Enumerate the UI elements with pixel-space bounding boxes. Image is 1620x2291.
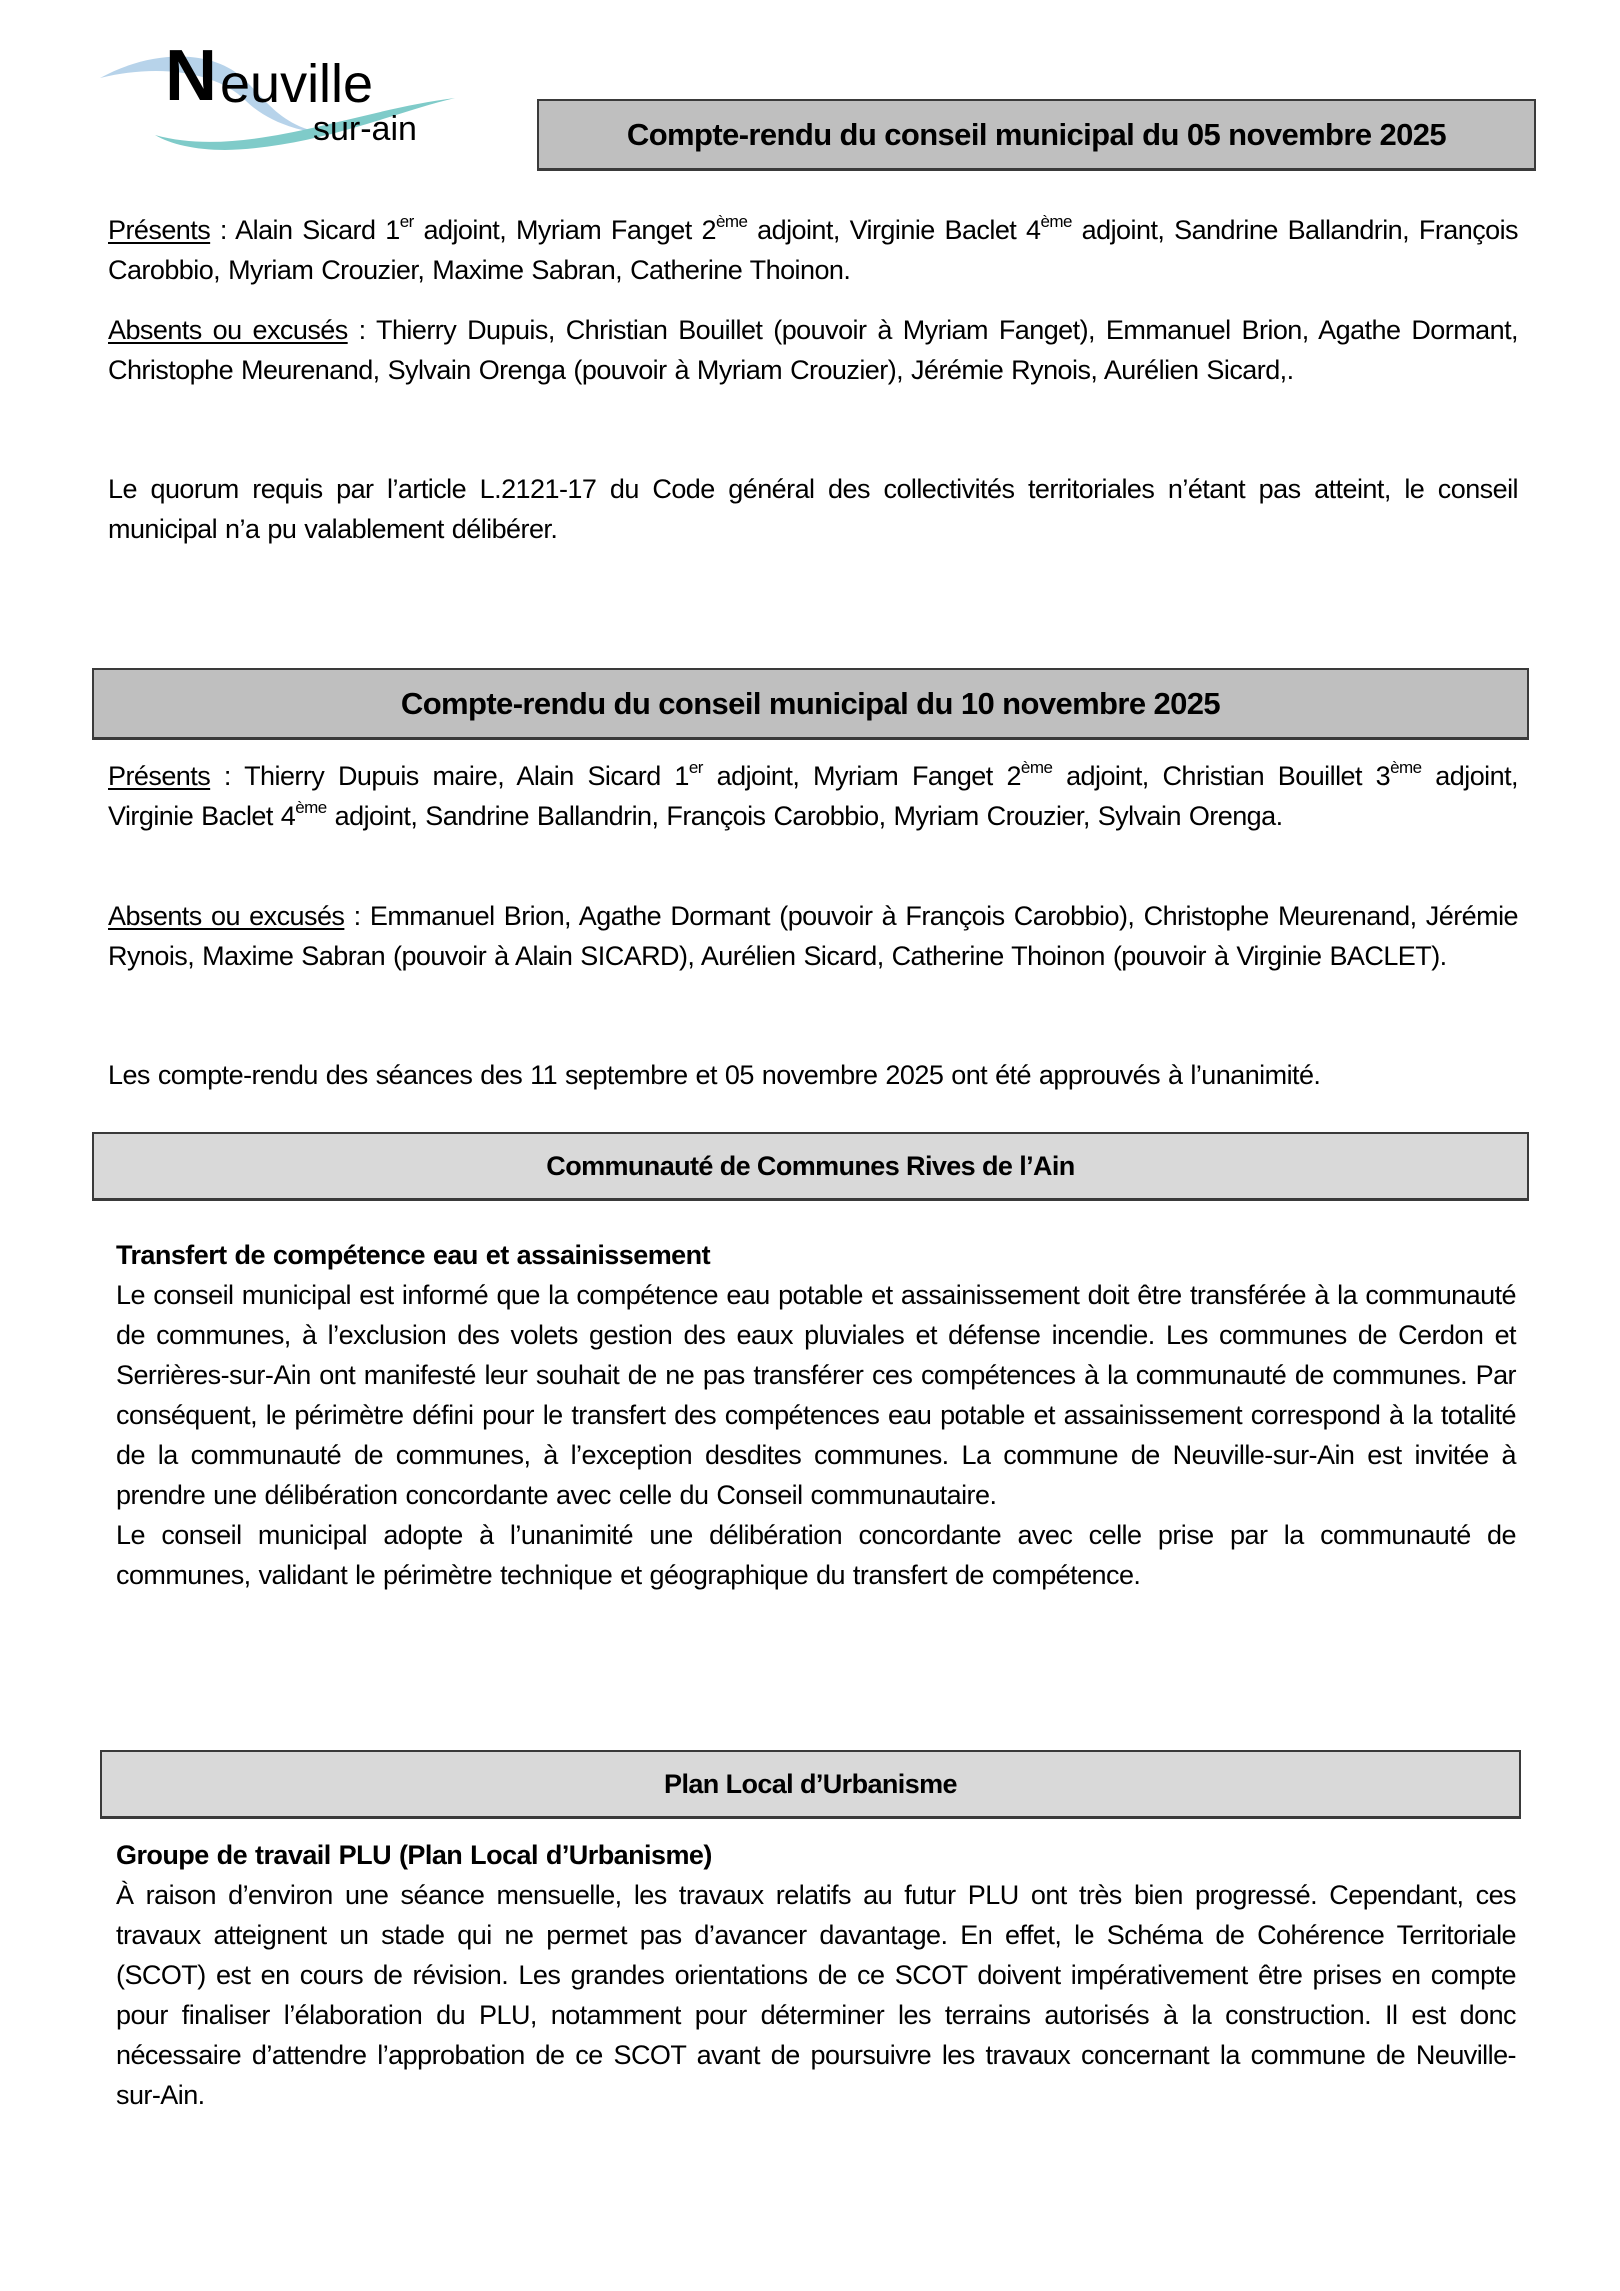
svg-text:euville: euville — [220, 54, 374, 114]
section-ccra-title: Communauté de Communes Rives de l’Ain — [92, 1132, 1529, 1201]
svg-text:N: N — [165, 40, 217, 116]
section-plu-body — [116, 1835, 1516, 2115]
section-plu-paragraph: À raison d’environ une séance mensuelle, les travaux relatifs au futur PLU ont très bien progressé. Cependant, ces travaux atteignent un stade qui ne permet pas d’avancer davantage. En effet, le Schéma de Cohérence Territoriale (SCOT) est en cours de révision. Les grandes orientations de ce SCOT doivent impérativement être prises en compte pour finaliser l’élaboration du PLU, notamment pour déterminer les terrains autorisés à la construction. Il est donc nécessaire d’attendre l’approbation de ce SCOT avant de poursuivre les travaux concernant la commune de Neuville-sur-Ain. — [116, 1880, 1516, 2110]
meeting-2-approval-note: Les compte-rendu des séances des 11 septembre et 05 novembre 2025 ont été approuvés à l’unanimité. — [108, 1060, 1321, 1090]
section-plu-subheading: Groupe de travail PLU (Plan Local d’Urbanisme) — [116, 1840, 712, 1870]
presents-label: Présents — [108, 761, 211, 791]
meeting-1-quorum-note: Le quorum requis par l’article L.2121-17 du Code général des collectivités territoriales n’étant pas atteint, le conseil municipal n’a pu valablement délibérer. — [108, 474, 1518, 544]
logo-wave-graphic — [95, 40, 475, 160]
presents-label: Présents — [108, 215, 211, 245]
meeting-2-absents: Absents ou excusés : Emmanuel Brion, Agathe Dormant (pouvoir à François Carobbio), Christophe Meurenand, Jérémie Rynois, Maxime Sabran (pouvoir à Alain SICARD), Aurélien Sicard, Catherine Thoinon (pouvoir à Virginie BACLET). — [108, 901, 1518, 971]
meeting-2-title: Compte-rendu du conseil municipal du 10 novembre 2025 — [92, 668, 1529, 740]
section-ccra-paragraph-1: Le conseil municipal est informé que la compétence eau potable et assainissement doit être transférée à la communauté de communes, à l’exclusion des volets gestion des eaux pluviales et défense incendie. Les communes de Cerdon et Serrières-sur-Ain ont manifesté leur souhait de ne pas transférer ces compétences à la communauté de communes. Par conséquent, le périmètre défini pour le transfert des compétences eau potable et assainissement correspond à la totalité de la communauté de communes, à l’exception desdites communes. La commune de Neuville-sur-Ain est invitée à prendre une délibération concordante avec celle du Conseil communautaire. — [116, 1280, 1516, 1510]
section-plu-title: Plan Local d’Urbanisme — [100, 1750, 1521, 1819]
section-ccra-body — [116, 1235, 1516, 1595]
absents-label: Absents ou excusés — [108, 901, 345, 931]
meeting-1-absents: Absents ou excusés : Thierry Dupuis, Christian Bouillet (pouvoir à Myriam Fanget), Emmanuel Brion, Agathe Dormant, Christophe Meurenand, Sylvain Orenga (pouvoir à Myriam Crouzier), Jérémie Rynois, Aurélien Sicard,. — [108, 315, 1518, 385]
meeting-1-presents: Présents : Alain Sicard 1er adjoint, Myriam Fanget 2ème adjoint, Virginie Baclet 4ème adjoint, Sandrine Ballandrin, François Carobbio, Myriam Crouzier, Maxime Sabran, Catherine Thoinon. — [108, 212, 1519, 285]
section-ccra-subheading: Transfert de compétence eau et assainissement — [116, 1240, 711, 1270]
svg-text:sur-ain: sur-ain — [313, 110, 417, 148]
meeting-1-title: Compte-rendu du conseil municipal du 05 novembre 2025 — [537, 99, 1536, 171]
meeting-2-presents: Présents : Thierry Dupuis maire, Alain Sicard 1er adjoint, Myriam Fanget 2ème adjoint, Christian Bouillet 3ème adjoint, Virginie Baclet 4ème adjoint, Sandrine Ballandrin, François Carobbio, Myriam Crouzier, Sylvain Orenga. — [108, 758, 1518, 831]
neuville-sur-ain-logo — [95, 40, 475, 160]
section-ccra-paragraph-2: Le conseil municipal adopte à l’unanimité une délibération concordante avec celle prise par la communauté de communes, validant le périmètre technique et géographique du transfert de compétence. — [116, 1520, 1516, 1590]
absents-label: Absents ou excusés — [108, 315, 348, 345]
